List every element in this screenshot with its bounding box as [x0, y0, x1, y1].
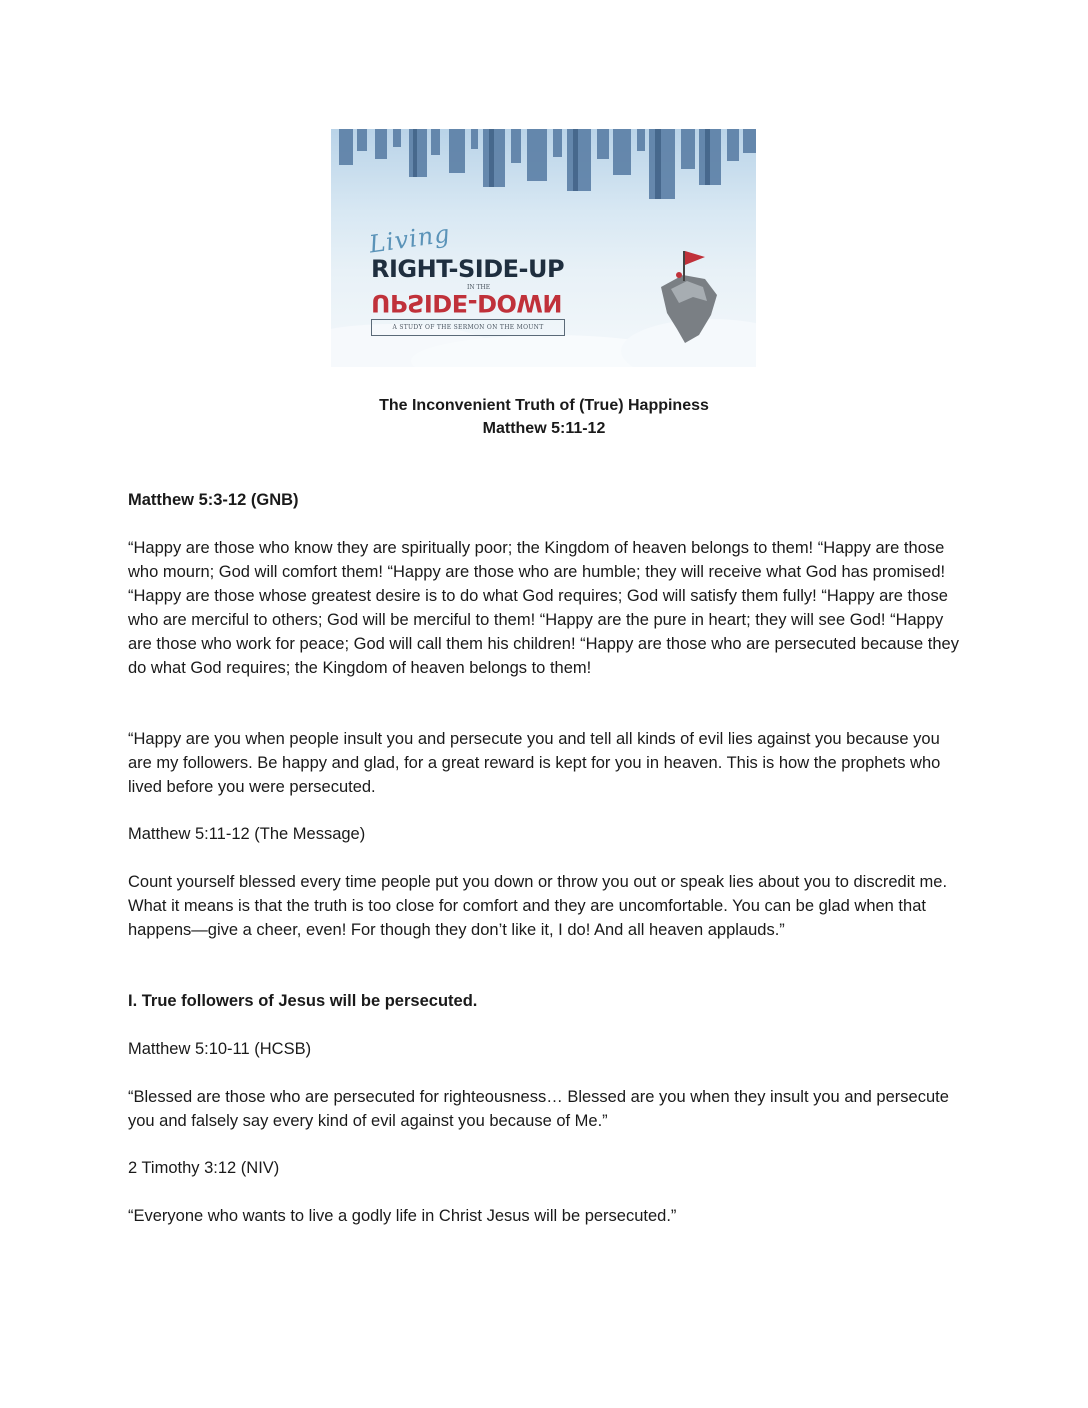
- sermon-title: The Inconvenient Truth of (True) Happiness: [379, 397, 709, 414]
- sermon-scripture-reference: Matthew 5:11-12: [482, 420, 606, 437]
- gnb-paragraph-2: “Happy are you when people insult you and persecute you and tell all kinds of evil lies against you because you are my followers. Be happy and glad, for a great reward is kept for you in heaven. This is how the prophets who lived before you were persecuted.: [128, 730, 941, 796]
- point-one-heading: I. True followers of Jesus will be persecuted.: [128, 992, 478, 1010]
- banner-subtitle: A STUDY OF THE SERMON ON THE MOUNT: [371, 319, 565, 336]
- banner-headline-bottom: UPSIDE-DOWN: [371, 289, 562, 317]
- hcsb-paragraph: “Blessed are those who are persecuted for righteousness… Blessed are you when they insult you and persecute you and falsely say every kind of evil against you because of Me.”: [128, 1088, 949, 1130]
- message-heading: Matthew 5:11-12 (The Message): [128, 825, 366, 843]
- banner-connector: IN THE: [467, 284, 491, 291]
- niv-heading: 2 Timothy 3:12 (NIV): [128, 1159, 280, 1177]
- hcsb-heading: Matthew 5:10-11 (HCSB): [128, 1040, 312, 1058]
- niv-paragraph: “Everyone who wants to live a godly life in Christ Jesus will be persecuted.”: [128, 1207, 677, 1225]
- message-paragraph: Count yourself blessed every time people put you down or throw you out or speak lies about you to discredit me. What it means is that the truth is too close for comfort and they are uncomfortable. You can be glad when that happens—give a cheer, even! For though they don’t like it, I do! And all heaven applauds.”: [128, 873, 948, 939]
- sermon-title-block: [0, 394, 1088, 440]
- gnb-heading: Matthew 5:3-12 (GNB): [128, 491, 299, 509]
- banner-headline-top: RIGHT-SIDE-UP: [371, 255, 565, 283]
- gnb-paragraph-1: “Happy are those who know they are spiritually poor; the Kingdom of heaven belongs to them! “Happy are those who mourn; God will comfort them! “Happy are those who are humble; they will receive what God has promised! “Happy are those whose greatest desire is to do what God requires; God will satisfy them fully! “Happy are those who are merciful to others; God will be merciful to them! “Happy are the pure in heart; they will see God! “Happy are those who work for peace; God will call them his children! “Happy are those who are persecuted because they do what God requires; the Kingdom of heaven belongs to them!: [128, 539, 959, 677]
- sermon-series-banner: [331, 129, 756, 367]
- banner-script-word: Living: [367, 219, 453, 259]
